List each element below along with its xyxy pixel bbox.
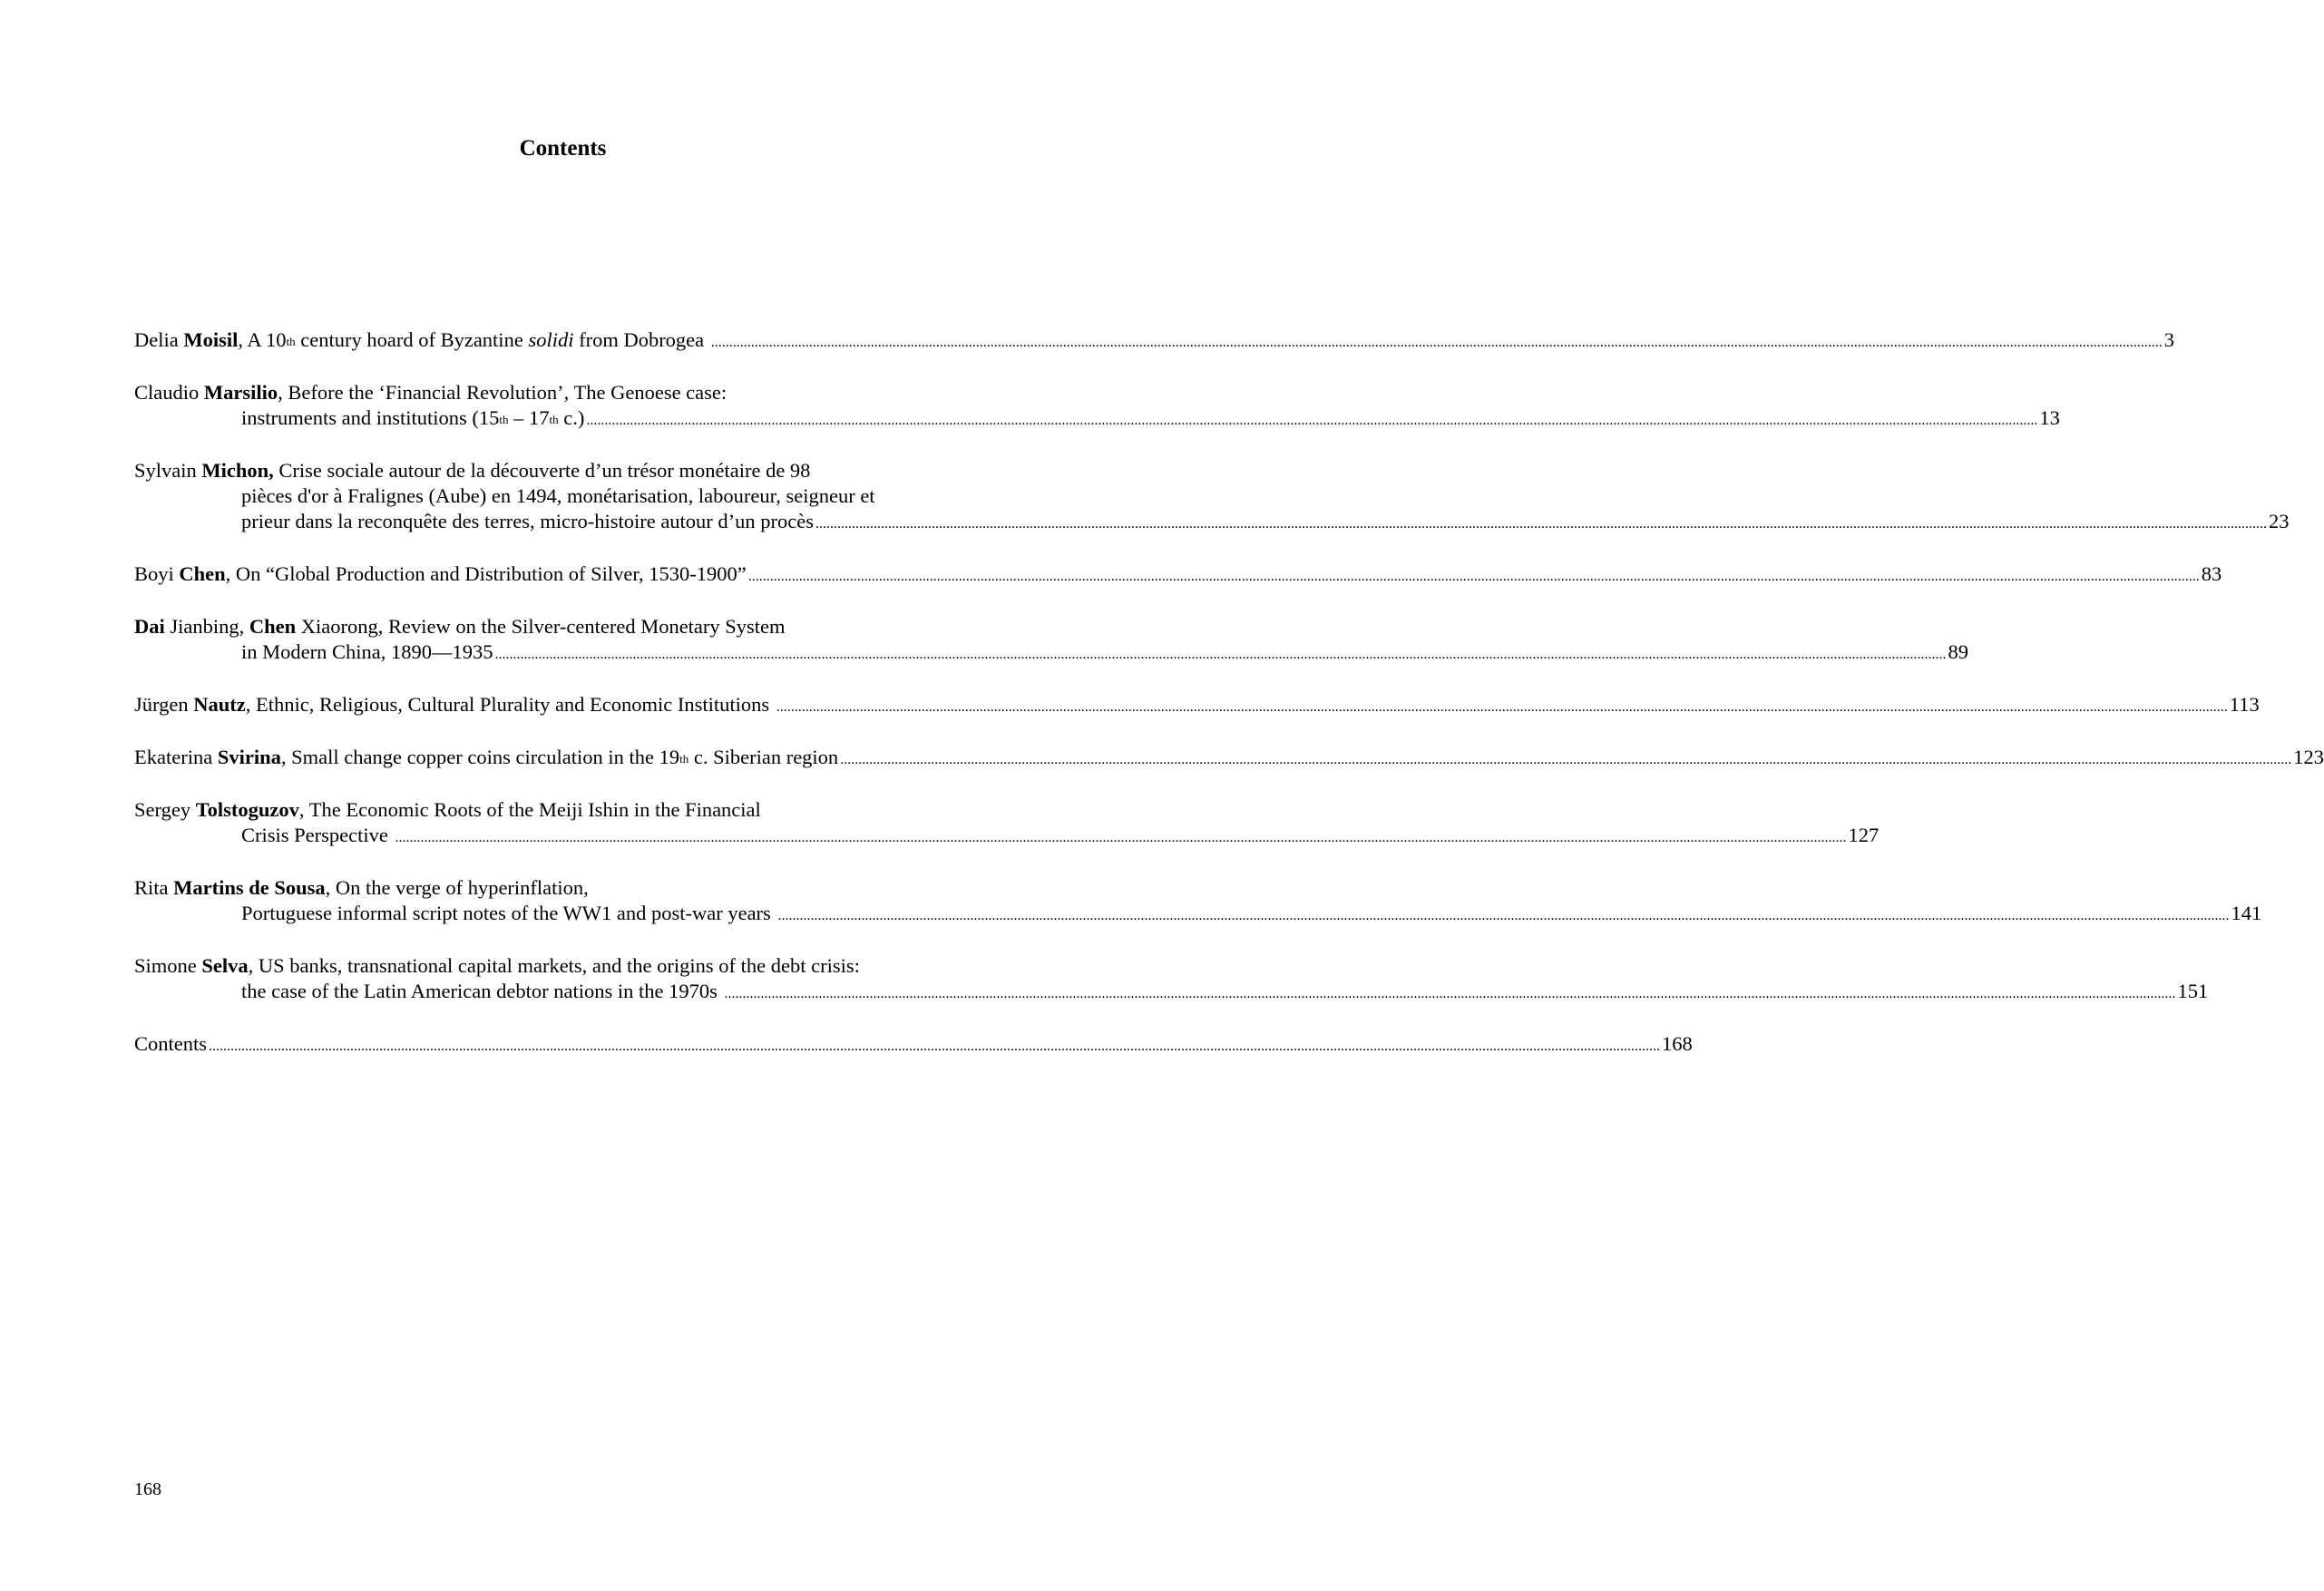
entry-text: Xiaorong, Review on the Silver-centered Monetary System <box>296 615 786 638</box>
toc-entry[interactable] <box>134 380 2060 434</box>
toc-entry[interactable] <box>134 614 1968 668</box>
toc-page-number: 127 <box>1848 824 1880 846</box>
entry-text: , Before the ‘Financial Revolution’, The Genoese case: <box>278 381 727 404</box>
toc-page-number: 3 <box>2163 328 2175 351</box>
entry-text: Delia <box>134 328 184 351</box>
entry-text: instruments and institutions (15 <box>241 406 500 429</box>
toc-entry-line <box>134 1031 1693 1059</box>
footer-page-number: 168 <box>134 1479 161 1499</box>
author-surname: Moisil <box>183 328 239 351</box>
entry-text: prieur dans la reconquête des terres, micro-histoire autour d’un procès <box>241 510 815 532</box>
toc-entry-line: instruments and institutions (15 $^{th}$ – 17 $^{th}$ c.) ................................................................................................................................................................................................................................................................................................................................................................................................................ 13 <box>134 405 991 434</box>
entry-text: Crise sociale autour de la découverte d’un trésor monétaire de 98 <box>273 459 811 482</box>
toc-entry-line <box>134 797 991 823</box>
entry-text: Jürgen <box>134 693 194 716</box>
dot-leader: ................................................................................................................................................................................................................................................................................................................................................................................................................ <box>710 335 2163 350</box>
toc-entry-line <box>134 509 2290 537</box>
toc-page-number: 141 <box>2231 902 2262 924</box>
toc-entry[interactable] <box>134 745 2324 773</box>
author-surname: Martins de Sousa <box>173 876 326 899</box>
dot-leader: ................................................................................................................................................................................................................................................................................................................................................................................................................ <box>494 647 1947 662</box>
toc-entry-line <box>134 458 991 483</box>
entry-text: , On the verge of hyperinflation, <box>325 876 589 899</box>
toc-entry-line <box>134 875 991 901</box>
author-surname: Chen <box>179 562 226 585</box>
toc-entry-line <box>134 561 2222 590</box>
toc-entry-line: Ekaterina Svirina , Small change copper coins circulation in the 19 $^{th}$ c. Siberian region ................................................................................................................................................................................................................................................................................................................................................................................................................ 123 <box>134 745 991 773</box>
entry-text: , US banks, transnational capital markets, and the origins of the debt crisis: <box>248 954 860 977</box>
entry-text: Crisis Perspective <box>241 824 394 846</box>
toc-entry[interactable] <box>134 458 2290 537</box>
author-surname: Dai <box>134 615 165 638</box>
toc-entry-line <box>134 953 991 979</box>
entry-text: Boyi <box>134 562 180 585</box>
entry-text: Rita <box>134 876 174 899</box>
dot-leader: ................................................................................................................................................................................................................................................................................................................................................................................................................ <box>724 986 2176 1001</box>
toc-page-number: 89 <box>1948 640 1968 663</box>
entry-text: Simone <box>134 954 202 977</box>
toc-page-number: 168 <box>1662 1032 1693 1055</box>
dot-leader: ................................................................................................................................................................................................................................................................................................................................................................................................................ <box>747 569 2200 584</box>
toc-entry-line <box>134 692 2260 720</box>
entry-text: the case of the Latin American debtor nations in the 1970s <box>241 980 723 1002</box>
entry-text: Ekaterina <box>134 746 218 768</box>
entry-text: Sylvain <box>134 459 202 482</box>
author-surname: Nautz <box>193 693 246 716</box>
toc-entry[interactable] <box>134 327 2175 356</box>
entry-text: c. Siberian region <box>688 746 839 768</box>
dot-leader: ................................................................................................................................................................................................................................................................................................................................................................................................................ <box>777 908 2230 923</box>
entry-text: in Modern China, 1890—1935 <box>241 640 493 663</box>
entry-text: Claudio <box>134 381 204 404</box>
toc-entry-line <box>134 380 991 405</box>
entry-text: , A 10 <box>238 328 287 351</box>
toc-entry-line <box>134 483 991 509</box>
toc-page-number: 123 <box>2293 746 2324 768</box>
toc-entry[interactable] <box>134 953 2209 1007</box>
entry-text: , The Economic Roots of the Meiji Ishin in the Financial <box>298 798 761 821</box>
toc-page-number: 23 <box>2269 510 2290 532</box>
toc-entry[interactable] <box>134 797 1880 851</box>
entry-text: pièces d'or à Fralignes (Aube) en 1494, monétarisation, laboureur, seigneur et <box>241 484 875 507</box>
toc-entry-line <box>134 823 1880 851</box>
entry-text: , Small change copper coins circulation in the 19 <box>280 746 680 768</box>
entry-text: , On “Global Production and Distribution of Silver, 1530-1900” <box>225 562 747 585</box>
entry-text: c.) <box>558 406 585 429</box>
author-surname: Tolstoguzov <box>195 798 299 821</box>
toc-entry[interactable] <box>134 875 2262 929</box>
author-surname: Svirina <box>217 746 281 768</box>
entry-text: Portuguese informal script notes of the WW1 and post-war years <box>241 902 776 924</box>
entry-text: Jianbing, <box>164 615 249 638</box>
entry-text: century hoard of Byzantine <box>295 328 529 351</box>
toc-entry-line <box>134 614 991 639</box>
italic-term: solidi <box>528 328 574 351</box>
entry-text: Sergey <box>134 798 196 821</box>
toc-entry-line <box>134 979 2209 1007</box>
entry-text: from Dobrogea <box>573 328 709 351</box>
entry-text: – 17 <box>508 406 550 429</box>
author-surname: Marsilio <box>203 381 278 404</box>
page-title: Contents <box>519 136 607 161</box>
dot-leader: ................................................................................................................................................................................................................................................................................................................................................................................................................ <box>776 699 2228 715</box>
toc-page-number: 83 <box>2201 562 2222 585</box>
dot-leader: ................................................................................................................................................................................................................................................................................................................................................................................................................ <box>586 413 2038 428</box>
dot-leader: ................................................................................................................................................................................................................................................................................................................................................................................................................ <box>209 1039 1661 1054</box>
toc-entry[interactable] <box>134 692 2260 720</box>
table-of-contents <box>134 327 2324 1084</box>
toc-page-number: 113 <box>2229 693 2260 716</box>
entry-text: , Ethnic, Religious, Cultural Plurality and Economic Institutions <box>245 693 775 716</box>
toc-entry-line <box>134 901 2262 929</box>
toc-entry[interactable] <box>134 561 2222 590</box>
author-surname: Michon, <box>201 459 274 482</box>
entry-text: Contents <box>134 1032 208 1055</box>
dot-leader: ................................................................................................................................................................................................................................................................................................................................................................................................................ <box>815 516 2268 532</box>
toc-entry[interactable] <box>134 1031 1693 1059</box>
toc-page-number: 151 <box>2177 980 2209 1002</box>
author-surname: Chen <box>249 615 297 638</box>
toc-entry-line <box>134 639 1968 668</box>
toc-entry-line: Delia Moisil , A 10 $^{th}$ century hoard of Byzantine solidi from Dobrogea ................................................................................................................................................................................................................................................................................................................................................................................................................ 3 <box>134 327 991 356</box>
dot-leader: ................................................................................................................................................................................................................................................................................................................................................................................................................ <box>395 830 1847 845</box>
author-surname: Selva <box>201 954 249 977</box>
toc-page-number: 13 <box>2039 406 2060 429</box>
dot-leader: ................................................................................................................................................................................................................................................................................................................................................................................................................ <box>840 752 2292 767</box>
